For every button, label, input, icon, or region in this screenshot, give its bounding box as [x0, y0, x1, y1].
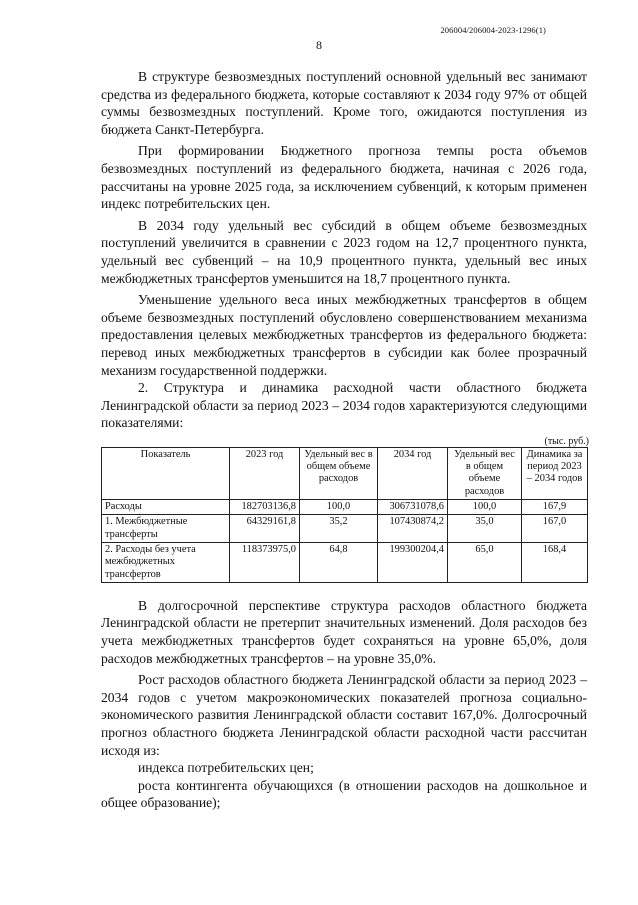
table-cell: 2. Расходы без учета межбюджетных трансфертов: [102, 542, 230, 582]
table-header: Показатель: [102, 447, 230, 499]
table-cell: 1. Межбюджетные трансферты: [102, 515, 230, 543]
table-cell: 100,0: [300, 500, 378, 515]
list-item: роста контингента обучающихся (в отношении расходов на дошкольное и общее образование);: [101, 777, 587, 811]
table-cell: 168,4: [522, 542, 588, 582]
table-cell: 306731078,6: [378, 500, 448, 515]
table-row: [102, 542, 588, 582]
table-cell: 35,0: [448, 515, 522, 543]
paragraph: Уменьшение удельного веса иных межбюджетных трансфертов в общем объеме безвозмездных поступлений обусловлено совершенствованием механизма предоставления целевых межбюджетных трансфертов из федерального бюджета: перевод иных межбюджетных трансфертов в субсидии как более прозрачный механизм государственной поддержки.: [101, 292, 587, 378]
table-cell: 167,0: [522, 515, 588, 543]
paragraph: В структуре безвозмездных поступлений основной удельный вес занимают средства из федерального бюджета, которые составляют к 2034 году 97% от общей суммы безвозмездных поступлений. Кроме того, ожидаются поступления из бюджета Санкт-Петербурга.: [101, 69, 587, 137]
table-header: Динамика за период 2023 – 2034 годов: [522, 447, 588, 499]
table-cell: 100,0: [448, 500, 522, 515]
paragraph: В 2034 году удельный вес субсидий в общем объеме безвозмездных поступлений увеличится в сравнении с 2023 годом на 12,7 процентного пункта, удельный вес субвенций – на 10,9 процентного пункта, удельный вес иных межбюджетных трансфертов уменьшится на 18,7 процентного пункта.: [101, 217, 587, 286]
page-number: 8: [316, 38, 322, 52]
paragraph: При формировании Бюджетного прогноза темпы роста объемов безвозмездных поступлений из федерального бюджета, начиная с 2026 года, рассчитаны на уровне 2025 года, за исключением субвенций, к которым применен индекс потребительских цен.: [101, 143, 587, 212]
table-cell: 167,9: [522, 500, 588, 515]
expenditure-table-block: [101, 436, 587, 583]
paragraphs-after-table: [101, 597, 587, 812]
paragraph: В долгосрочной перспективе структура расходов областного бюджета Ленинградской области не претерпит значительных изменений. Доля расходов без учета межбюджетных трансфертов будет сохраняться на уровне 65,0%, доля расходов межбюджетных трансфертов – на уровне 35,0%.: [101, 597, 587, 666]
table-cell: 182703136,8: [230, 500, 300, 515]
paragraph: Рост расходов областного бюджета Ленинградской области за период 2023 – 2034 годов с учетом макроэкономических показателей прогноза социально-экономического развития Ленинградской области составит 167,0%. Долгосрочный прогноз областного бюджета Ленинградской области расходной части рассчитан исходя из:: [101, 672, 587, 758]
table-cell: 107430874,2: [378, 515, 448, 543]
table-cell: 64,8: [300, 542, 378, 582]
table-header: 2034 год: [378, 447, 448, 499]
table-cell: 35,2: [300, 515, 378, 543]
table-unit: (тыс. руб.): [544, 435, 589, 447]
document-body: [101, 68, 587, 812]
table-row: [102, 515, 588, 543]
table-header: Удельный вес в общем объеме расходов: [448, 447, 522, 499]
table-cell: 64329161,8: [230, 515, 300, 543]
table-row: [102, 500, 588, 515]
document-id: 206004/206004-2023-1296(1): [440, 25, 546, 35]
table-cell: 199300204,4: [378, 542, 448, 582]
table-header: Удельный вес в общем объеме расходов: [300, 447, 378, 499]
table-cell: Расходы: [102, 500, 230, 515]
paragraph: 2. Структура и динамика расходной части областного бюджета Ленинградской области за период 2023 – 2034 годов характеризуются следующими показателями:: [101, 380, 587, 431]
table-cell: 118373975,0: [230, 542, 300, 582]
list-item: индекса потребительских цен;: [138, 760, 314, 776]
table-cell: 65,0: [448, 542, 522, 582]
table-header: 2023 год: [230, 447, 300, 499]
expenditure-table: [101, 447, 588, 583]
table-header-row: [102, 447, 588, 499]
